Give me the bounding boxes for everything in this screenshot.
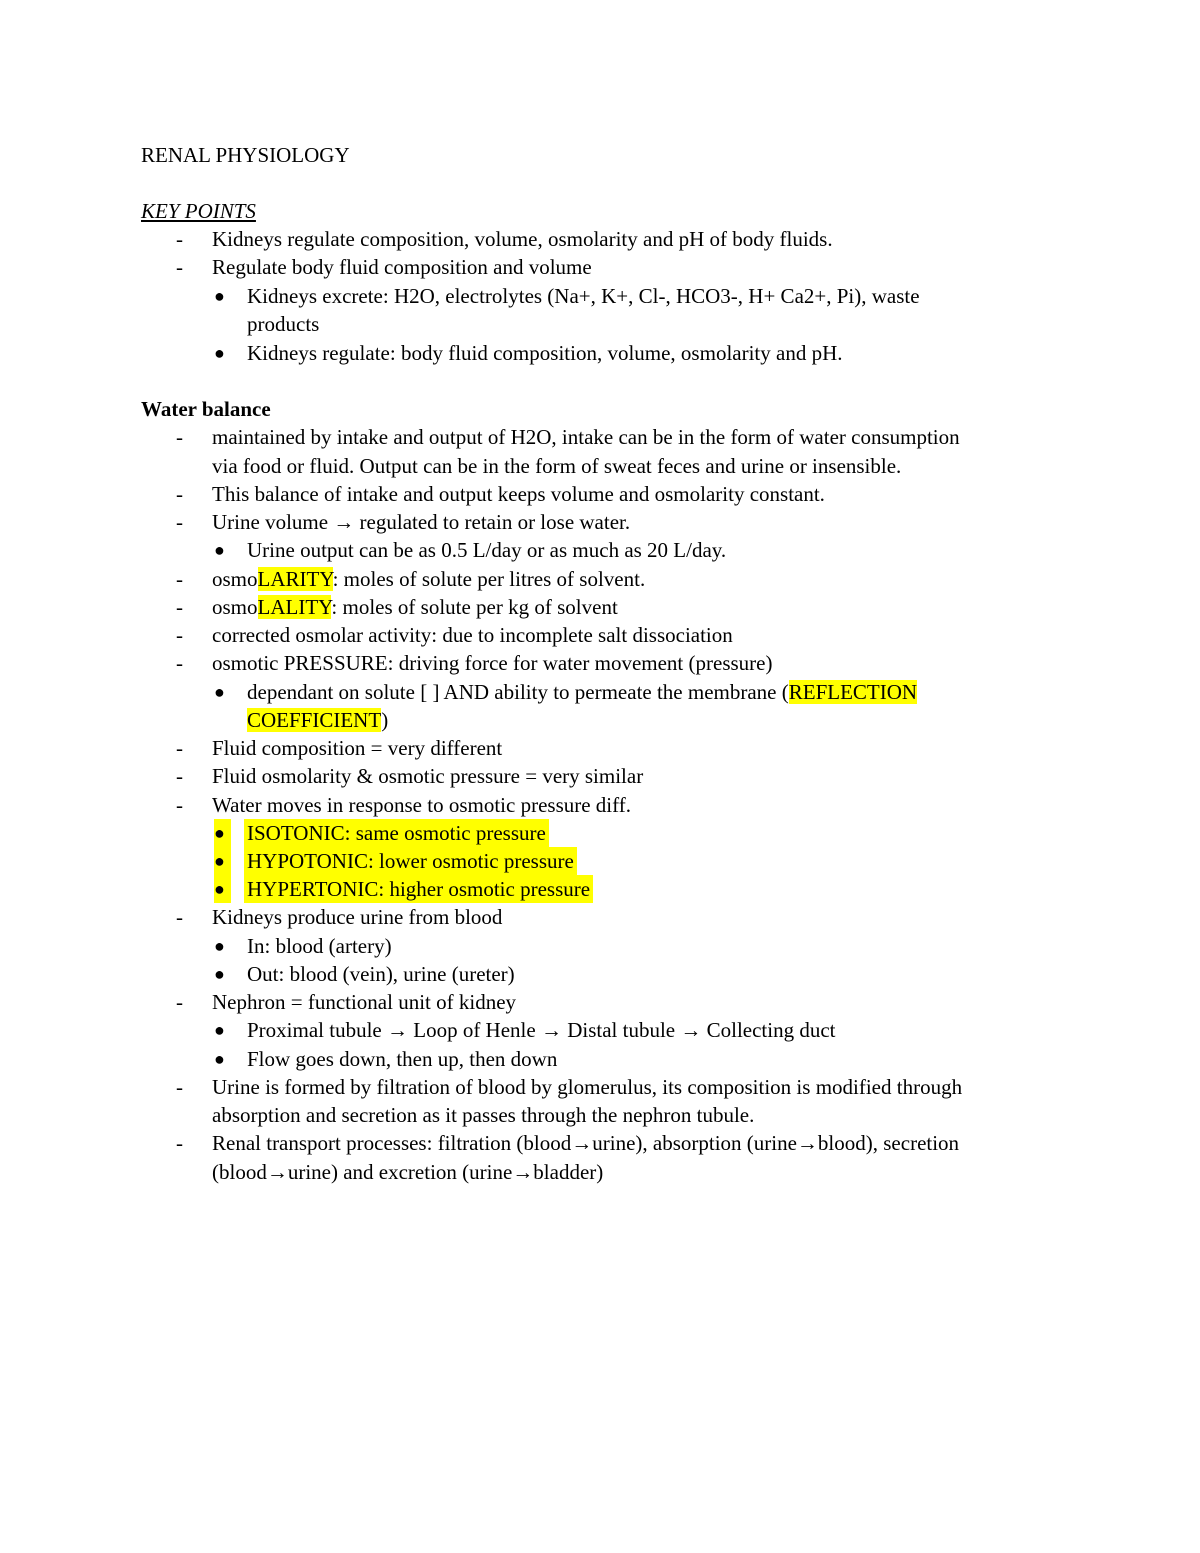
list-item-text: Flow goes down, then up, then down [247, 1047, 558, 1071]
highlighted-term: COEFFICIENT [247, 708, 382, 732]
list-item-text [247, 678, 917, 706]
list-item-text: (blood→urine) and excretion (urine→bladder) [212, 1160, 604, 1184]
text-segment: dependant on solute [ ] AND ability to permeate the membrane ( [247, 680, 789, 704]
dash-marker: - [176, 567, 183, 591]
highlighted-term: HYPERTONIC: higher osmotic pressure [244, 875, 593, 903]
water-balance-heading: Water balance [141, 397, 271, 421]
list-item-text: Regulate body fluid composition and volume [212, 255, 592, 279]
list-item-text [247, 706, 388, 734]
bullet-marker: ● [214, 343, 225, 363]
dash-marker: - [176, 1131, 183, 1155]
highlighted-term: HYPOTONIC: lower osmotic pressure [244, 847, 577, 875]
text-segment: ) [381, 708, 389, 732]
list-item-text: Kidneys produce urine from blood [212, 905, 503, 929]
list-item-text: corrected osmolar activity: due to incomplete salt dissociation [212, 623, 733, 647]
bullet-marker: ● [214, 682, 225, 702]
dash-marker: - [176, 905, 183, 929]
list-item-text [212, 593, 618, 621]
dash-marker: - [176, 482, 183, 506]
list-item-text: via food or fluid. Output can be in the form of sweat feces and urine or insensible. [212, 454, 902, 478]
list-item-text: Fluid composition = very different [212, 736, 503, 760]
dash-marker: - [176, 990, 183, 1014]
list-item-text: Kidneys regulate: body fluid composition, volume, osmolarity and pH. [247, 341, 843, 365]
bullet-marker: ● [214, 1049, 225, 1069]
bullet-marker: ● [214, 964, 225, 984]
list-item-text: Kidneys regulate composition, volume, osmolarity and pH of body fluids. [212, 227, 833, 251]
list-item-text: maintained by intake and output of H2O, intake can be in the form of water consumption [212, 425, 960, 449]
term-prefix: osmo [212, 595, 258, 619]
bullet-marker: ● [214, 847, 231, 875]
dash-marker: - [176, 425, 183, 449]
dash-marker: - [176, 510, 183, 534]
dash-marker: - [176, 1075, 183, 1099]
dash-marker: - [176, 255, 183, 279]
highlighted-term: LARITY [257, 567, 333, 591]
bullet-marker: ● [214, 936, 225, 956]
bullet-marker: ● [214, 875, 231, 903]
list-item-text: This balance of intake and output keeps volume and osmolarity constant. [212, 482, 825, 506]
highlighted-term: ISOTONIC: same osmotic pressure [244, 819, 549, 847]
term-prefix: osmo [212, 567, 258, 591]
bullet-marker: ● [214, 286, 225, 306]
dash-marker: - [176, 623, 183, 647]
list-item-text: In: blood (artery) [247, 934, 392, 958]
bullet-marker: ● [214, 540, 225, 560]
dash-marker: - [176, 227, 183, 251]
list-item-text: Proximal tubule → Loop of Henle → Distal tubule → Collecting duct [247, 1018, 836, 1042]
list-item-text: Kidneys excrete: H2O, electrolytes (Na+, K+, Cl-, HCO3-, H+ Ca2+, Pi), waste [247, 284, 920, 308]
term-definition: : moles of solute per litres of solvent. [332, 567, 646, 591]
dash-marker: - [176, 651, 183, 675]
bullet-marker: ● [214, 819, 231, 847]
list-item-text: products [247, 312, 320, 336]
list-item-text: absorption and secretion as it passes through the nephron tubule. [212, 1103, 755, 1127]
list-item-text [212, 565, 645, 593]
key-points-heading: KEY POINTS [141, 199, 256, 223]
highlighted-term: LALITY [257, 595, 332, 619]
dash-marker: - [176, 736, 183, 760]
dash-marker: - [176, 595, 183, 619]
list-item-text: Fluid osmolarity & osmotic pressure = very similar [212, 764, 644, 788]
list-item-text: Urine volume → regulated to retain or lose water. [212, 510, 631, 534]
dash-marker: - [176, 793, 183, 817]
list-item-text: Water moves in response to osmotic pressure diff. [212, 793, 631, 817]
highlighted-term: REFLECTION [788, 680, 918, 704]
list-item-text: Renal transport processes: filtration (blood→urine), absorption (urine→blood), secretion [212, 1131, 960, 1155]
term-definition: : moles of solute per kg of solvent [331, 595, 618, 619]
list-item-text: Urine output can be as 0.5 L/day or as much as 20 L/day. [247, 538, 727, 562]
list-item-text: Nephron = functional unit of kidney [212, 990, 517, 1014]
document-title: RENAL PHYSIOLOGY [141, 143, 350, 167]
bullet-marker: ● [214, 1020, 225, 1040]
list-item-text: osmotic PRESSURE: driving force for water movement (pressure) [212, 651, 773, 675]
list-item-text: Urine is formed by filtration of blood by glomerulus, its composition is modified through [212, 1075, 963, 1099]
list-item-text: Out: blood (vein), urine (ureter) [247, 962, 515, 986]
dash-marker: - [176, 764, 183, 788]
